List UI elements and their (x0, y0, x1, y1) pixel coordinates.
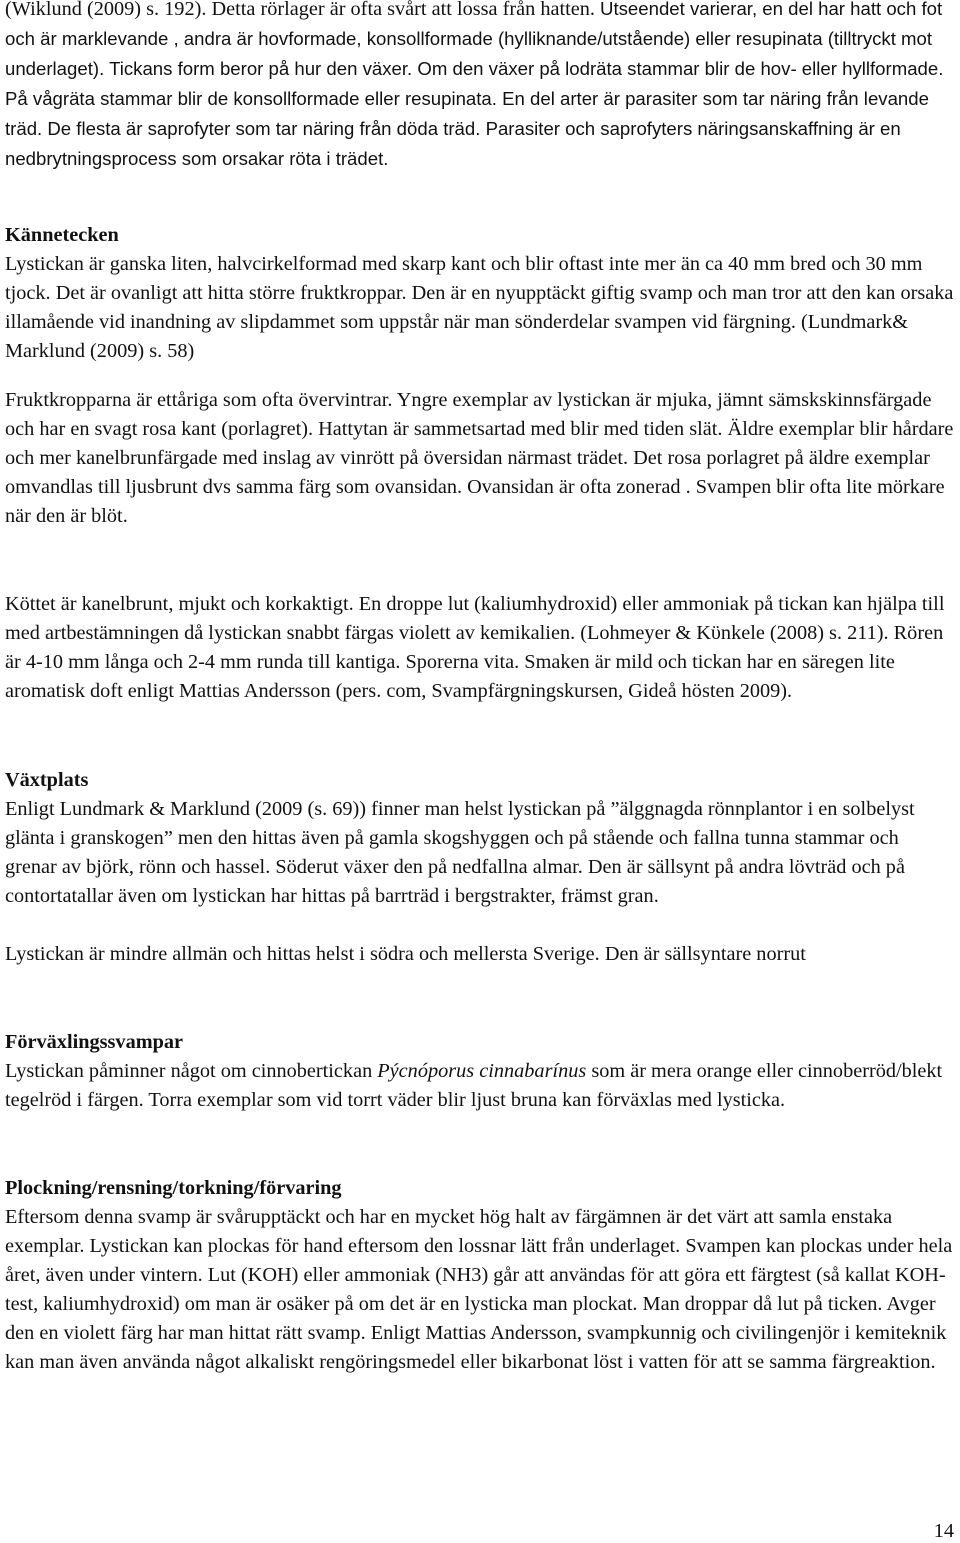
page-number: 14 (933, 1520, 954, 1542)
vaxtplats-paragraph-2: Lystickan är mindre allmän och hittas helst i södra och mellersta Sverige. Den är sällsyntare norrut (5, 943, 806, 965)
vaxtplats-paragraph-1: Enligt Lundmark & Marklund (2009 (s. 69)) finner man helst lystickan på ”älggnagda rönnplantor i en solbelyst glänta i granskogen” men den hittas även på gamla skogshyggen och på stående och fallna tunna stammar och grenar av björk, rönn och hassel. Söderut växer den på nedfallna almar. Den är sällsynt på andra lövträd och på contortatallar även om lystickan har hittas på barrträd i bergstrakter, främst gran. (5, 798, 915, 907)
plockning-paragraph: Eftersom denna svamp är svårupptäckt och har en mycket hög halt av färgämnen är det värt att samla enstaka exemplar. Lystickan kan plockas för hand eftersom den lossnar lätt från underlaget. Svampen kan plockas under hela året, även under vintern. Lut (KOH) eller ammoniak (NH3) går att användas för att göra ett färgtest (så kallat KOH-test, kaliumhydroxid) om man är osäker på om det är en lysticka man plockat. Man droppar då lut på ticken. Avger den en violett färg har man hittat rätt svamp. Enligt Mattias Andersson, svampkunnig och civilingenjör i kemiteknik kan man även använda något alkaliskt rengöringsmedel eller bikarbonat löst i vatten för att se samma färgreaktion. (5, 1206, 953, 1373)
forvaxling-paragraph (5, 1057, 955, 1115)
intro-text-serif: (Wiklund (2009) s. 192). Detta rörlager är ofta svårt att lossa från hatten. (5, 0, 601, 20)
forvaxling-heading: Förväxlingssvampar (5, 1031, 184, 1053)
intro-text-sans: Utseendet varierar, en del har hatt och fot och är marklevande , andra är hovformade, konsollformade (hylliknande/utstående) eller resupinata (tilltryckt mot underlaget). Tickans form beror på hur den växer. Om den växer på lodräta stammar blir de hov- eller hyllformade. På vågräta stammar blir de konsollformade eller resupinata. En del arter är parasiter som tar näring från levande träd. De flesta är saprofyter som tar näring från döda träd. Parasiter och saprofyters näringsanskaffning är en nedbrytningsprocess som orsakar röta i trädet. (5, 0, 944, 169)
kannetecken-paragraph-2: Fruktkropparna är ettåriga som ofta övervintrar. Yngre exemplar av lystickan är mjuka, jämnt sämskskinnsfärgade och har en svagt rosa kant (porlagret). Hattytan är sammetsartad med blir med tiden slät. Äldre exemplar blir hårdare och mer kanelbrunfärgade med inslag av vinrött på översidan närmast trädet. Det rosa porlagret på äldre exemplar omvandlas till ljusbrunt dvs samma färg som ovansidan. Ovansidan är ofta zonerad . Svampen blir ofta lite mörkare när den är blöt. (5, 389, 954, 527)
intro-paragraph (5, 0, 955, 174)
kannetecken-paragraph-3: Köttet är kanelbrunt, mjukt och korkaktigt. En droppe lut (kaliumhydroxid) eller ammoniak på tickan kan hjälpa till med artbestämningen då lystickan snabbt färgas violett av kemikalien. (Lohmeyer & Kϋnkele (2008) s. 211). Rören är 4-10 mm långa och 2-4 mm runda till kantiga. Sporerna vita. Smaken är mild och tickan har en säregen lite aromatisk doft enligt Mattias Andersson (pers. com, Svampfärgningskursen, Gideå hösten 2009). (5, 593, 945, 702)
plockning-heading: Plockning/rensning/torkning/förvaring (5, 1177, 342, 1199)
forvaxling-text-after: som är mera orange eller cinnoberröd/blekt tegelröd i färgen. Torra exemplar som vid torrt väder blir ljust bruna kan förväxlas med lysticka. (5, 1060, 943, 1111)
forvaxling-text-before: Lystickan påminner något om cinnobertickan (5, 1060, 378, 1082)
vaxtplats-heading: Växtplats (5, 769, 89, 791)
kannetecken-paragraph-1: Lystickan är ganska liten, halvcirkelformad med skarp kant och blir oftast inte mer än ca 40 mm bred och 30 mm tjock. Det är ovanligt att hitta större fruktkroppar. Den är en nyupptäckt giftig svamp och man tror att den kan orsaka illamående vid inandning av slipdammet som uppstår när man sönderdelar svampen vid färgning. (Lundmark& Marklund (2009) s. 58) (5, 253, 954, 362)
latin-species-name: Pýcnóporus cinnabarínus (377, 1060, 587, 1082)
kannetecken-heading: Kännetecken (5, 224, 119, 246)
